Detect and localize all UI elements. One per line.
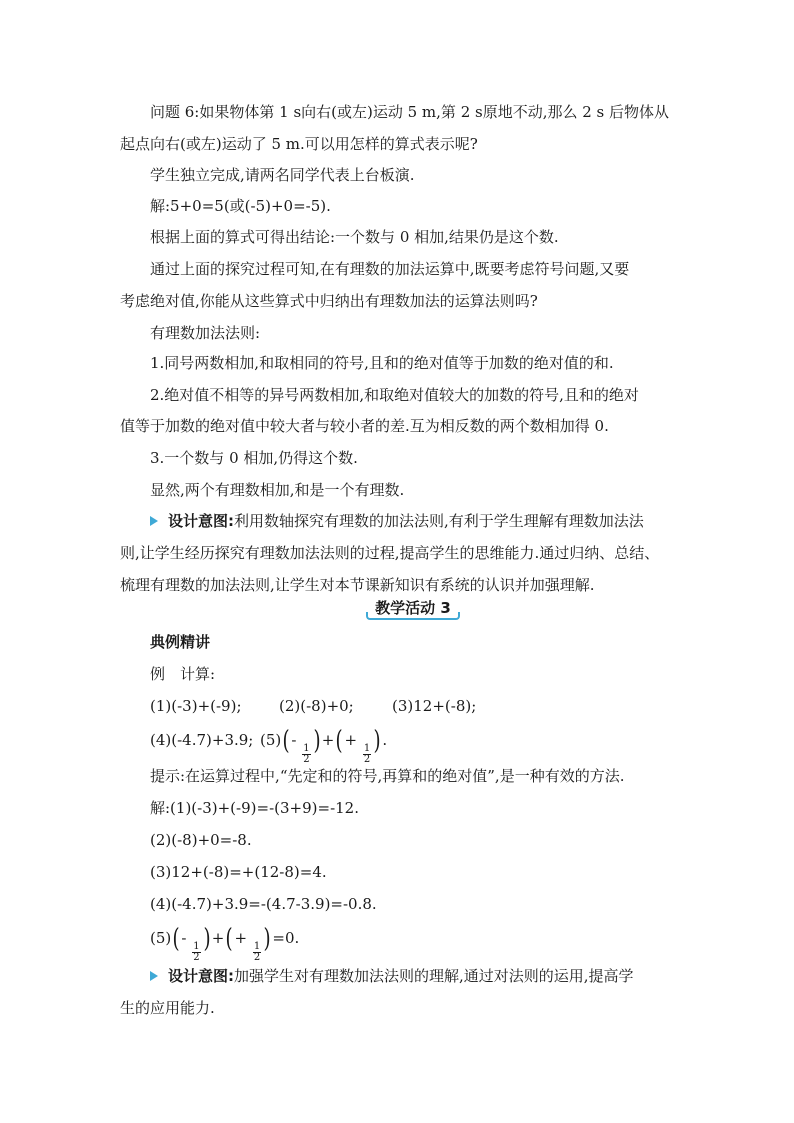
design-intent-2-line2: 生的应用能力. [120, 999, 215, 1017]
example-title: 例 计算: [150, 665, 216, 683]
paragraph-rule-2-line2: 值等于加数的绝对值中较大者与较小者的差.互为相反数的两个数相加得 0. [120, 417, 609, 435]
section-title-hook-left [366, 612, 374, 620]
design-intent-1-line3: 梳理有理数的加法法则,让学生对本节课新知识有系统的认识并加强理解. [120, 576, 595, 594]
section-title-activity-3 [370, 598, 456, 620]
section-title-underline [370, 618, 456, 620]
paragraph-student-task: 学生独立完成,请两名同学代表上台板演. [150, 166, 415, 184]
example-5: (5)( - $\frac{1}{2}$ ) +( + $\frac{1}{2}$ ) . [260, 726, 388, 765]
example-3: (3)12+(-8); [392, 697, 477, 715]
paragraph-rule-3: 3.一个数与 0 相加,仍得这个数. [150, 449, 358, 467]
section-title-hook-right [452, 612, 460, 620]
example-2: (2)(-8)+0; [279, 697, 354, 715]
design-intent-1-line2: 则,让学生经历探究有理数加法法则的过程,提高学生的思维能力.通过归纳、总结、 [120, 544, 660, 562]
example-row-1 [150, 696, 710, 716]
section-title-text: 教学活动 3 [375, 599, 451, 617]
design-intent-text: 利用数轴探究有理数的加法法则,有利于学生理解有理数加法法 [234, 512, 644, 530]
paragraph-inquiry-line1: 通过上面的探究过程可知,在有理数的加法运算中,既要考虑符号问题,又要 [150, 260, 630, 278]
paragraph-rule-1: 1.同号两数相加,和取相同的符号,且和的绝对值等于加数的绝对值的和. [150, 354, 614, 372]
example-row-2 [150, 726, 710, 765]
paragraph-solution: 解:5+0=5(或(-5)+0=-5). [150, 197, 331, 215]
design-intent-label: 设计意图: [168, 967, 234, 985]
paragraph-rule-2-line1: 2.绝对值不相等的异号两数相加,和取绝对值较大的加数的符号,且和的绝对 [150, 386, 639, 404]
example-hint: 提示:在运算过程中,“先定和的符号,再算和的绝对值”,是一种有效的方法. [150, 767, 625, 785]
paragraph-conclusion: 根据上面的算式可得出结论:一个数与 0 相加,结果仍是这个数. [150, 228, 559, 246]
paragraph-question6-line1: 问题 6:如果物体第 1 s向右(或左)运动 5 m,第 2 s原地不动,那么 2 s 后物体从 [150, 103, 670, 121]
triangle-right-icon [150, 971, 158, 981]
solution-1: 解:(1)(-3)+(-9)=-(3+9)=-12. [150, 799, 359, 817]
solution-3: (3)12+(-8)=+(12-8)=4. [150, 863, 327, 881]
solution-5: (5)( - $\frac{1}{2}$ ) +( + $\frac{1}{2}$ ) =0. [150, 924, 300, 963]
triangle-right-icon [150, 516, 158, 526]
solution-4: (4)(-4.7)+3.9=-(4.7-3.9)=-0.8. [150, 895, 377, 913]
example-heading: 典例精讲 [150, 633, 211, 651]
example-4: (4)(-4.7)+3.9; [150, 731, 254, 749]
example-1: (1)(-3)+(-9); [150, 697, 242, 715]
design-intent-2-line1 [150, 966, 710, 986]
design-intent-1-line1 [150, 511, 710, 531]
paragraph-question6-line2: 起点向右(或左)运动了 5 m.可以用怎样的算式表示呢? [120, 135, 478, 153]
paragraph-rule-title: 有理数加法法则: [150, 324, 261, 342]
paragraph-observation: 显然,两个有理数相加,和是一个有理数. [150, 481, 405, 499]
design-intent-text: 加强学生对有理数加法法则的理解,通过对法则的运用,提高学 [234, 967, 634, 985]
design-intent-label: 设计意图: [168, 512, 234, 530]
solution-2: (2)(-8)+0=-8. [150, 831, 252, 849]
paragraph-inquiry-line2: 考虑绝对值,你能从这些算式中归纳出有理数加法的运算法则吗? [120, 292, 538, 310]
